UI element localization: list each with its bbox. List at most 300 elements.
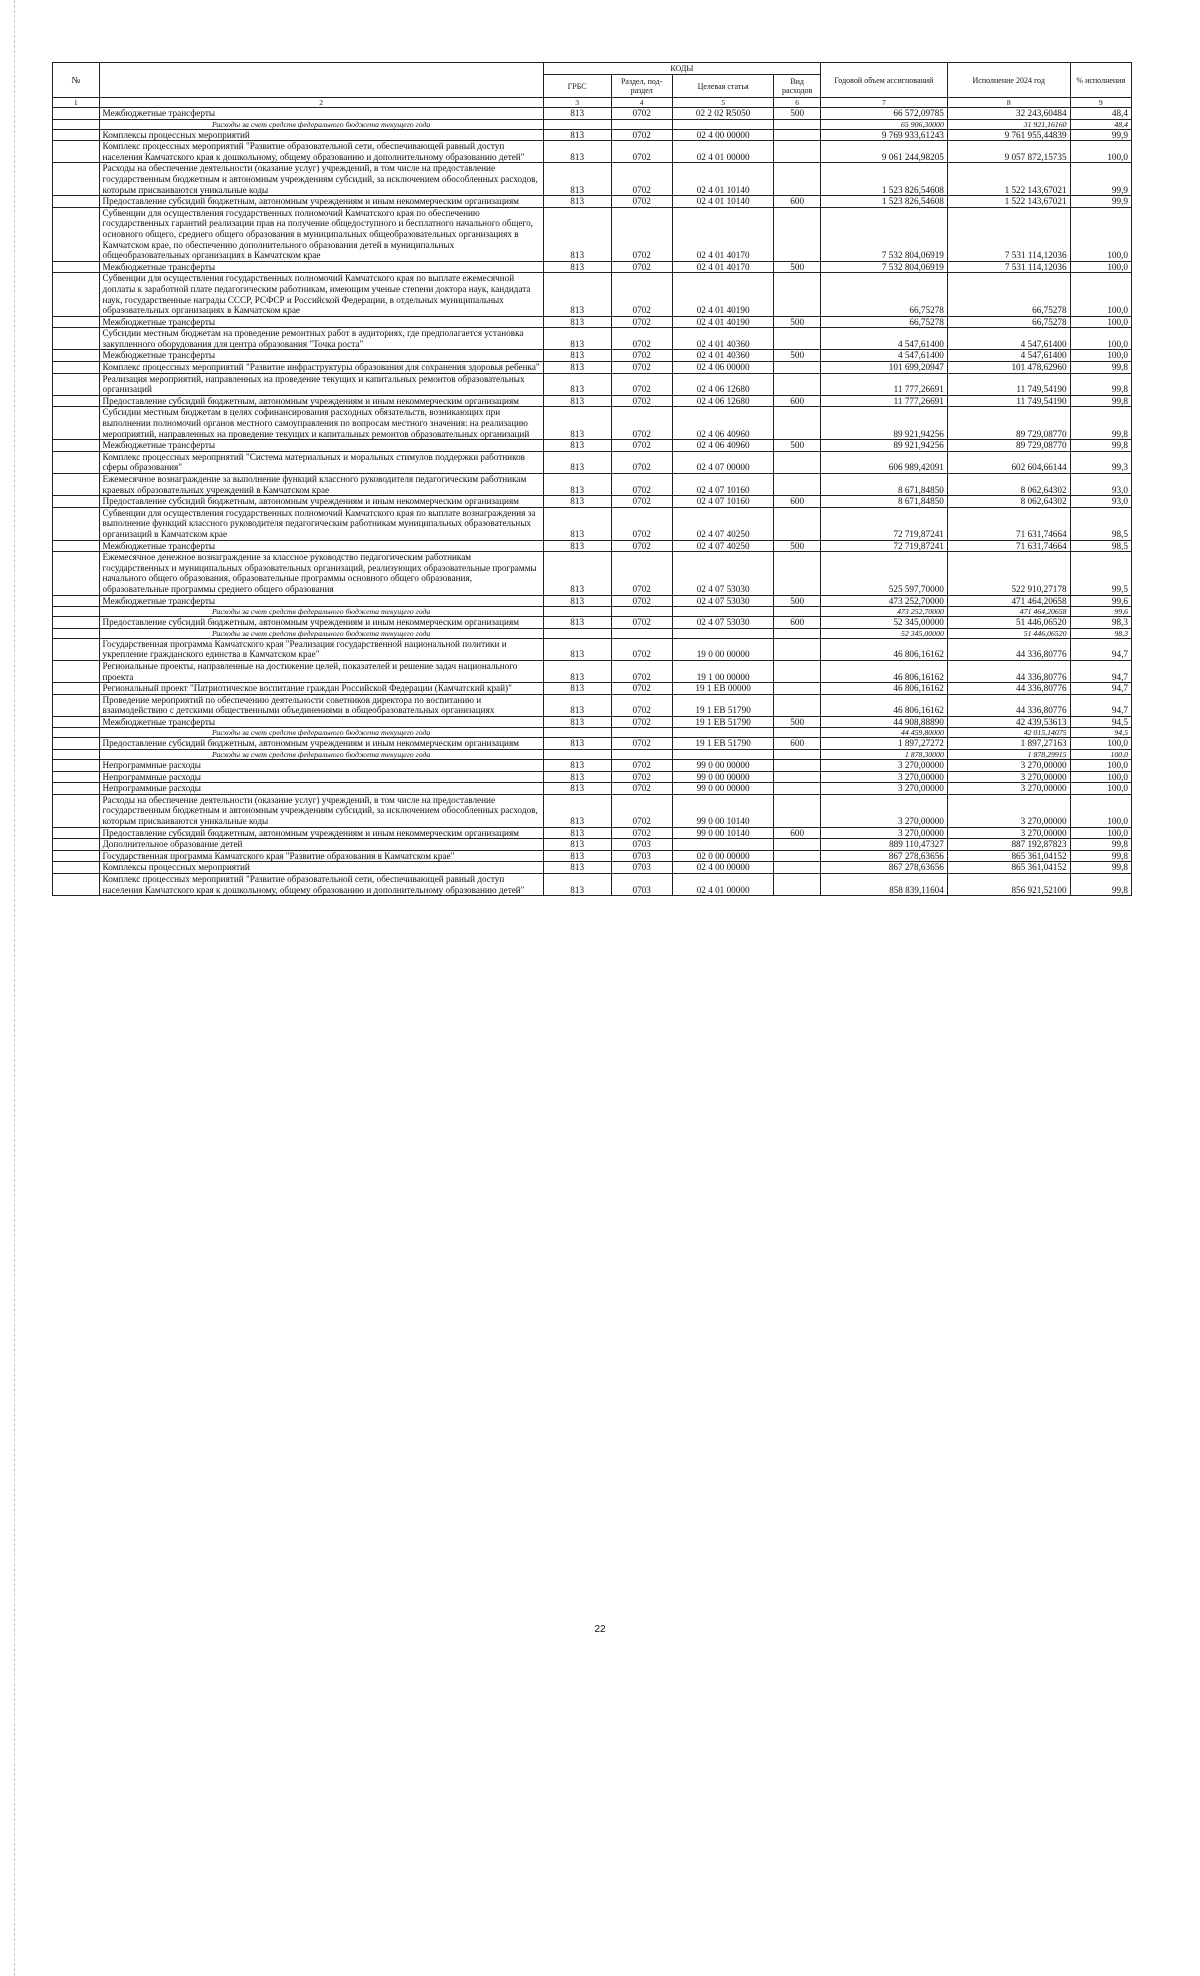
cell-expense-type (774, 862, 821, 874)
table-row (53, 163, 1132, 196)
cell-section: 0702 (611, 794, 672, 827)
cell-percent: 48,4 (1070, 119, 1131, 129)
column-number: 1 (53, 98, 100, 108)
cell-grbs: 813 (543, 540, 611, 552)
cell-annual-amount: 65 906,30000 (820, 119, 947, 129)
cell-target-article: 99 0 00 10140 (672, 794, 774, 827)
cell-section: 0702 (611, 261, 672, 273)
cell-execution-amount: 3 270,00000 (947, 760, 1070, 772)
cell-percent: 98,3 (1070, 628, 1131, 638)
cell-execution-amount: 101 478,62960 (947, 362, 1070, 374)
cell-name: Ежемесячное денежное вознаграждение за классное руководство педагогическим работникам государственных и муниципальных образовательных организаций, реализующих образовательные программы начального общего образования, образовательные программы основного общего образования, образовательные программы среднего общего образования (99, 552, 543, 595)
cell-execution-amount: 471 464,20658 (947, 595, 1070, 607)
cell-percent: 100,0 (1070, 771, 1131, 783)
cell-annual-amount: 858 839,11604 (820, 874, 947, 896)
cell-execution-amount: 66,75278 (947, 316, 1070, 328)
cell-target-article: 02 4 07 10160 (672, 474, 774, 496)
header-grbs: ГРБС (543, 75, 611, 98)
cell-grbs: 813 (543, 163, 611, 196)
cell-section: 0702 (611, 163, 672, 196)
cell-section: 0702 (611, 595, 672, 607)
header-annual: Годовой объем ассигнований (820, 63, 947, 98)
cell-percent: 99,8 (1070, 373, 1131, 395)
cell-execution-amount: 471 464,20658 (947, 607, 1070, 617)
cell-expense-type: 600 (774, 196, 821, 208)
cell-percent: 99,6 (1070, 607, 1131, 617)
table-row (53, 496, 1132, 508)
cell-number (53, 196, 100, 208)
cell-name: Реализация мероприятий, направленных на проведение текущих и капитальных ремонтов образовательных организаций (99, 373, 543, 395)
table-row (53, 694, 1132, 716)
cell-number (53, 728, 100, 738)
cell-execution-amount: 9 057 872,15735 (947, 141, 1070, 163)
cell-expense-type (774, 683, 821, 695)
cell-expense-type: 600 (774, 738, 821, 750)
cell-name: Расходы за счет средств федерального бюджета текущего года (99, 750, 543, 760)
cell-name: Расходы за счет средств федерального бюджета текущего года (99, 628, 543, 638)
cell-target-article: 02 4 01 40190 (672, 273, 774, 316)
cell-number (53, 683, 100, 695)
cell-expense-type: 600 (774, 617, 821, 629)
cell-name: Дополнительное образование детей (99, 839, 543, 851)
column-number: 4 (611, 98, 672, 108)
cell-percent: 100,0 (1070, 794, 1131, 827)
cell-section: 0702 (611, 617, 672, 629)
cell-grbs: 813 (543, 617, 611, 629)
cell-section: 0702 (611, 316, 672, 328)
table-row (53, 638, 1132, 660)
cell-target-article: 19 1 EB 51790 (672, 694, 774, 716)
cell-number (53, 316, 100, 328)
cell-name: Расходы на обеспечение деятельности (оказание услуг) учреждений, в том числе на предоставление государственным бюджетным и автономным учреждениям субсидий, за исключением обособленных расходов, которым присваиваются уникальные коды (99, 794, 543, 827)
cell-name: Непрограммные расходы (99, 760, 543, 772)
cell-percent: 100,0 (1070, 328, 1131, 350)
cell-section: 0702 (611, 395, 672, 407)
header-codes: КОДЫ (543, 63, 820, 75)
cell-section: 0702 (611, 328, 672, 350)
cell-name: Субсидии местным бюджетам в целях софинансирования расходных обязательств, возникающих при выполнении полномочий органов местного самоуправления по вопросам местного значения: на реализацию мероприятий, направленных на проведение текущих и капитальных ремонтов образовательных организаций (99, 407, 543, 440)
cell-name: Государственная программа Камчатского края "Реализация государственной национальной политики и укрепление гражданского единства в Камчатском крае" (99, 638, 543, 660)
cell-expense-type: 500 (774, 261, 821, 273)
cell-annual-amount: 1 878,30000 (820, 750, 947, 760)
cell-execution-amount: 44 336,80776 (947, 694, 1070, 716)
cell-name: Предоставление субсидий бюджетным, автономным учреждениям и иным некоммерческим организациям (99, 617, 543, 629)
page-edge-line (14, 0, 15, 1976)
cell-number (53, 738, 100, 750)
cell-target-article: 02 4 06 40960 (672, 440, 774, 452)
cell-percent: 94,7 (1070, 694, 1131, 716)
cell-target-article: 02 2 02 R5050 (672, 108, 774, 120)
cell-section: 0702 (611, 129, 672, 141)
cell-expense-type (774, 628, 821, 638)
cell-execution-amount: 602 604,66144 (947, 451, 1070, 473)
cell-number (53, 350, 100, 362)
table-row (53, 738, 1132, 750)
cell-expense-type: 600 (774, 395, 821, 407)
cell-target-article (672, 750, 774, 760)
cell-target-article: 02 4 07 10160 (672, 496, 774, 508)
table-row (53, 129, 1132, 141)
cell-execution-amount: 522 910,27178 (947, 552, 1070, 595)
cell-number (53, 407, 100, 440)
cell-section: 0702 (611, 207, 672, 261)
cell-number (53, 129, 100, 141)
cell-expense-type (774, 839, 821, 851)
cell-percent: 99,9 (1070, 129, 1131, 141)
cell-grbs: 813 (543, 108, 611, 120)
cell-percent: 99,8 (1070, 862, 1131, 874)
cell-section: 0702 (611, 760, 672, 772)
cell-percent: 94,7 (1070, 660, 1131, 682)
cell-execution-amount: 66,75278 (947, 273, 1070, 316)
header-section: Раздел, под-раздел (611, 75, 672, 98)
cell-grbs: 813 (543, 407, 611, 440)
cell-name: Субвенции для осуществления государственных полномочий Камчатского края по выплате ежемесячной доплаты к заработной плате педагогическим работникам, имеющим ученые степени доктора наук, кандидата наук, государственные награды СССР, РСФСР и Российской Федерации, в отдельных муниципальных образовательных организациях в Камчатском крае (99, 273, 543, 316)
cell-name: Предоставление субсидий бюджетным, автономным учреждениям и иным некоммерческим организациям (99, 496, 543, 508)
cell-execution-amount: 89 729,08770 (947, 440, 1070, 452)
cell-execution-amount: 3 270,00000 (947, 783, 1070, 795)
cell-name: Расходы за счет средств федерального бюджета текущего года (99, 728, 543, 738)
cell-annual-amount: 72 719,87241 (820, 540, 947, 552)
cell-percent: 94,5 (1070, 728, 1131, 738)
cell-annual-amount: 44 459,80000 (820, 728, 947, 738)
cell-percent: 99,6 (1070, 595, 1131, 607)
cell-expense-type (774, 163, 821, 196)
cell-annual-amount: 44 908,88890 (820, 716, 947, 728)
cell-number (53, 451, 100, 473)
cell-name: Межбюджетные трансферты (99, 108, 543, 120)
cell-section: 0702 (611, 694, 672, 716)
cell-name: Межбюджетные трансферты (99, 261, 543, 273)
cell-grbs: 813 (543, 850, 611, 862)
cell-expense-type: 600 (774, 496, 821, 508)
column-number: 2 (99, 98, 543, 108)
table-row (53, 827, 1132, 839)
cell-target-article: 19 1 EB 51790 (672, 716, 774, 728)
cell-percent: 100,0 (1070, 261, 1131, 273)
cell-execution-amount: 9 761 955,44839 (947, 129, 1070, 141)
cell-number (53, 783, 100, 795)
cell-number (53, 617, 100, 629)
cell-expense-type (774, 451, 821, 473)
cell-annual-amount: 11 777,26691 (820, 373, 947, 395)
cell-expense-type (774, 507, 821, 540)
cell-target-article (672, 628, 774, 638)
cell-name: Межбюджетные трансферты (99, 350, 543, 362)
table-row (53, 595, 1132, 607)
cell-grbs (543, 750, 611, 760)
cell-number (53, 552, 100, 595)
budget-table (52, 62, 1132, 896)
cell-expense-type (774, 783, 821, 795)
table-row (53, 507, 1132, 540)
cell-target-article: 02 4 01 40360 (672, 328, 774, 350)
cell-section: 0702 (611, 683, 672, 695)
cell-execution-amount: 44 336,80776 (947, 638, 1070, 660)
cell-number (53, 874, 100, 896)
federal-subtotal-row (53, 750, 1132, 760)
cell-expense-type: 600 (774, 827, 821, 839)
cell-grbs (543, 728, 611, 738)
table-row (53, 771, 1132, 783)
table-row (53, 350, 1132, 362)
cell-expense-type (774, 407, 821, 440)
cell-grbs: 813 (543, 794, 611, 827)
table-row (53, 783, 1132, 795)
cell-annual-amount: 7 532 804,06919 (820, 261, 947, 273)
cell-section: 0702 (611, 783, 672, 795)
table-row (53, 373, 1132, 395)
cell-expense-type: 500 (774, 350, 821, 362)
cell-annual-amount: 46 806,16162 (820, 638, 947, 660)
cell-name: Комплексы процессных мероприятий (99, 862, 543, 874)
cell-grbs: 813 (543, 328, 611, 350)
cell-execution-amount: 44 336,80776 (947, 683, 1070, 695)
cell-percent: 99,9 (1070, 196, 1131, 208)
cell-annual-amount: 4 547,61400 (820, 350, 947, 362)
cell-annual-amount: 4 547,61400 (820, 328, 947, 350)
cell-execution-amount: 8 062,64302 (947, 496, 1070, 508)
table-row (53, 839, 1132, 851)
cell-name: Непрограммные расходы (99, 771, 543, 783)
header-pct: % исполнения (1070, 63, 1131, 98)
cell-execution-amount: 42 015,14075 (947, 728, 1070, 738)
cell-expense-type (774, 474, 821, 496)
cell-execution-amount: 89 729,08770 (947, 407, 1070, 440)
cell-annual-amount: 66,75278 (820, 273, 947, 316)
cell-number (53, 395, 100, 407)
cell-name: Предоставление субсидий бюджетным, автономным учреждениям и иным некоммерческим организациям (99, 395, 543, 407)
table-row (53, 108, 1132, 120)
cell-grbs: 813 (543, 839, 611, 851)
cell-grbs (543, 607, 611, 617)
cell-target-article: 99 0 00 10140 (672, 827, 774, 839)
cell-grbs: 813 (543, 261, 611, 273)
cell-name: Комплекс процессных мероприятий "Развитие образовательной сети, обеспечивающей равный доступ населения Камчатского края к дошкольному, общему образованию и дополнительному образованию детей" (99, 141, 543, 163)
cell-section (611, 119, 672, 129)
cell-target-article: 19 1 EB 00000 (672, 683, 774, 695)
cell-target-article (672, 607, 774, 617)
cell-section (611, 607, 672, 617)
cell-target-article: 02 4 07 53030 (672, 617, 774, 629)
cell-execution-amount: 71 631,74664 (947, 507, 1070, 540)
cell-annual-amount: 11 777,26691 (820, 395, 947, 407)
cell-execution-amount: 11 749,54190 (947, 373, 1070, 395)
cell-annual-amount: 606 989,42091 (820, 451, 947, 473)
cell-grbs: 813 (543, 350, 611, 362)
column-number: 6 (774, 98, 821, 108)
cell-number (53, 440, 100, 452)
cell-name: Расходы за счет средств федерального бюджета текущего года (99, 119, 543, 129)
cell-grbs: 813 (543, 771, 611, 783)
cell-annual-amount: 1 897,27272 (820, 738, 947, 750)
cell-grbs: 813 (543, 196, 611, 208)
cell-execution-amount: 865 361,04152 (947, 862, 1070, 874)
cell-target-article: 02 4 07 00000 (672, 451, 774, 473)
cell-number (53, 694, 100, 716)
cell-name: Субсидии местным бюджетам на проведение ремонтных работ в аудиториях, где предполагается установка закупленного оборудования для центра образования "Точка роста" (99, 328, 543, 350)
cell-execution-amount: 8 062,64302 (947, 474, 1070, 496)
cell-target-article (672, 728, 774, 738)
cell-expense-type (774, 850, 821, 862)
cell-grbs: 813 (543, 129, 611, 141)
cell-execution-amount: 1 878,29915 (947, 750, 1070, 760)
page-number: 22 (594, 1624, 606, 1635)
cell-execution-amount: 7 531 114,12036 (947, 207, 1070, 261)
table-row (53, 261, 1132, 273)
header-name (99, 63, 543, 98)
cell-execution-amount: 4 547,61400 (947, 328, 1070, 350)
cell-number (53, 595, 100, 607)
cell-grbs: 813 (543, 451, 611, 473)
cell-number (53, 850, 100, 862)
cell-execution-amount: 3 270,00000 (947, 771, 1070, 783)
cell-expense-type (774, 660, 821, 682)
table-row (53, 316, 1132, 328)
cell-execution-amount: 71 631,74664 (947, 540, 1070, 552)
cell-section: 0702 (611, 407, 672, 440)
table-row (53, 362, 1132, 374)
cell-target-article: 02 4 07 53030 (672, 595, 774, 607)
cell-grbs: 813 (543, 694, 611, 716)
cell-target-article: 02 4 01 10140 (672, 163, 774, 196)
cell-percent: 99,8 (1070, 440, 1131, 452)
table-row (53, 874, 1132, 896)
cell-annual-amount: 1 523 826,54608 (820, 163, 947, 196)
cell-expense-type (774, 119, 821, 129)
cell-execution-amount: 7 531 114,12036 (947, 261, 1070, 273)
cell-execution-amount: 51 446,06520 (947, 617, 1070, 629)
cell-number (53, 108, 100, 120)
cell-section: 0702 (611, 738, 672, 750)
cell-percent: 48,4 (1070, 108, 1131, 120)
cell-percent: 94,7 (1070, 683, 1131, 695)
cell-number (53, 839, 100, 851)
cell-expense-type (774, 273, 821, 316)
cell-number (53, 862, 100, 874)
cell-section: 0702 (611, 474, 672, 496)
cell-grbs: 813 (543, 496, 611, 508)
cell-expense-type (774, 638, 821, 660)
cell-percent: 100,0 (1070, 350, 1131, 362)
cell-percent: 100,0 (1070, 750, 1131, 760)
cell-name: Межбюджетные трансферты (99, 440, 543, 452)
cell-expense-type: 500 (774, 440, 821, 452)
cell-annual-amount: 3 270,00000 (820, 783, 947, 795)
cell-name: Проведение мероприятий по обеспечению деятельности советников директора по воспитанию и взаимодействию с детскими общественными объединениями в общеобразовательных организациях (99, 694, 543, 716)
cell-target-article: 99 0 00 00000 (672, 771, 774, 783)
cell-percent: 100,0 (1070, 273, 1131, 316)
cell-expense-type (774, 728, 821, 738)
cell-number (53, 750, 100, 760)
cell-name: Комплексы процессных мероприятий (99, 129, 543, 141)
cell-number (53, 373, 100, 395)
table-row (53, 683, 1132, 695)
cell-section: 0702 (611, 141, 672, 163)
cell-target-article: 02 4 01 40170 (672, 207, 774, 261)
cell-name: Ежемесячное вознаграждение за выполнение функций классного руководителя педагогическим работникам краевых образовательных учреждений в Камчатском крае (99, 474, 543, 496)
cell-expense-type: 500 (774, 108, 821, 120)
cell-grbs: 813 (543, 362, 611, 374)
cell-name: Межбюджетные трансферты (99, 595, 543, 607)
cell-section: 0703 (611, 839, 672, 851)
cell-section (611, 628, 672, 638)
cell-grbs: 813 (543, 273, 611, 316)
cell-section: 0702 (611, 771, 672, 783)
cell-grbs: 813 (543, 316, 611, 328)
cell-target-article (672, 839, 774, 851)
cell-grbs: 813 (543, 552, 611, 595)
cell-execution-amount: 3 270,00000 (947, 794, 1070, 827)
cell-grbs: 813 (543, 207, 611, 261)
cell-section: 0703 (611, 850, 672, 862)
cell-percent: 99,8 (1070, 874, 1131, 896)
cell-name: Межбюджетные трансферты (99, 316, 543, 328)
cell-annual-amount: 7 532 804,06919 (820, 207, 947, 261)
cell-section: 0703 (611, 862, 672, 874)
table-body (53, 108, 1132, 896)
cell-expense-type (774, 141, 821, 163)
cell-grbs: 813 (543, 783, 611, 795)
cell-execution-amount: 4 547,61400 (947, 350, 1070, 362)
cell-target-article: 02 4 01 00000 (672, 141, 774, 163)
cell-section: 0702 (611, 440, 672, 452)
cell-name: Региональные проекты, направленные на достижение целей, показателей и решение задач национального проекта (99, 660, 543, 682)
cell-execution-amount: 44 336,80776 (947, 660, 1070, 682)
cell-annual-amount: 3 270,00000 (820, 794, 947, 827)
cell-number (53, 771, 100, 783)
table-row (53, 474, 1132, 496)
cell-section: 0702 (611, 451, 672, 473)
cell-target-article (672, 119, 774, 129)
cell-section: 0702 (611, 638, 672, 660)
column-number: 5 (672, 98, 774, 108)
cell-number (53, 716, 100, 728)
cell-expense-type (774, 362, 821, 374)
cell-percent: 93,0 (1070, 474, 1131, 496)
cell-target-article: 19 1 00 00000 (672, 660, 774, 682)
column-number: 7 (820, 98, 947, 108)
cell-annual-amount: 525 597,70000 (820, 552, 947, 595)
cell-target-article: 02 4 07 53030 (672, 552, 774, 595)
cell-section: 0702 (611, 827, 672, 839)
cell-annual-amount: 473 252,70000 (820, 595, 947, 607)
cell-number (53, 474, 100, 496)
cell-grbs (543, 119, 611, 129)
cell-expense-type: 500 (774, 595, 821, 607)
cell-target-article: 02 4 06 12680 (672, 395, 774, 407)
cell-execution-amount: 1 522 143,67021 (947, 163, 1070, 196)
cell-section: 0703 (611, 874, 672, 896)
cell-number (53, 607, 100, 617)
cell-grbs: 813 (543, 395, 611, 407)
cell-annual-amount: 3 270,00000 (820, 760, 947, 772)
table-row (53, 760, 1132, 772)
cell-percent: 99,3 (1070, 451, 1131, 473)
cell-annual-amount: 889 110,47327 (820, 839, 947, 851)
cell-execution-amount: 31 921,16160 (947, 119, 1070, 129)
cell-name: Комплекс процессных мероприятий "Развитие образовательной сети, обеспечивающей равный доступ населения Камчатского края к дошкольному, общему образованию и дополнительному образованию детей" (99, 874, 543, 896)
cell-execution-amount: 856 921,52100 (947, 874, 1070, 896)
cell-target-article: 02 4 06 12680 (672, 373, 774, 395)
cell-grbs: 813 (543, 874, 611, 896)
cell-number (53, 163, 100, 196)
cell-percent: 99,8 (1070, 850, 1131, 862)
cell-expense-type (774, 129, 821, 141)
cell-annual-amount: 8 671,84850 (820, 474, 947, 496)
cell-grbs: 813 (543, 738, 611, 750)
cell-section (611, 750, 672, 760)
